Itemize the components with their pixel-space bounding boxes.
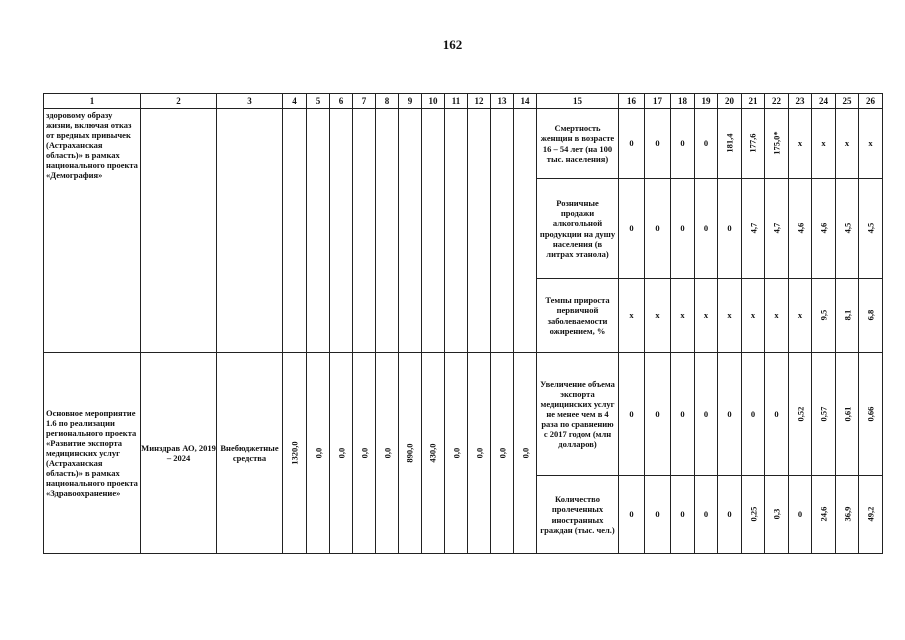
- indicator-value-cell: [718, 279, 742, 353]
- funding-source-cell: Внебюджетные средства: [217, 353, 283, 554]
- column-header-7: 7: [353, 94, 376, 109]
- indicator-value: 0: [629, 138, 634, 149]
- indicator-value: 0: [629, 223, 634, 234]
- indicator-value-cell: [619, 353, 645, 476]
- indicator-value: 0: [774, 408, 779, 419]
- indicator-value-cell: [671, 353, 695, 476]
- table-row: [44, 353, 883, 476]
- indicator-value: 0,25: [747, 507, 758, 522]
- indicator-value: 24,6: [818, 507, 829, 522]
- fin-cell: [376, 353, 399, 554]
- indicator-value-cell: [836, 476, 859, 554]
- indicator-value-cell: [836, 279, 859, 353]
- indicator-value: x: [821, 138, 826, 149]
- fin-cell: [353, 353, 376, 554]
- indicator-value-cell: [645, 109, 671, 179]
- indicator-value-cell: [789, 476, 812, 554]
- indicator-value-cell: [742, 179, 765, 279]
- fin-value: 0,0: [473, 447, 484, 459]
- indicator-value-cell: [859, 109, 883, 179]
- indicator-value-cell: [742, 353, 765, 476]
- indicator-value-cell: [718, 476, 742, 554]
- indicator-value-cell: [812, 109, 836, 179]
- indicator-value-cell: [671, 279, 695, 353]
- fin-cell: [468, 353, 491, 554]
- indicator-value-cell: [859, 179, 883, 279]
- indicator-value: 0: [797, 509, 803, 520]
- indicator-value: 181,4: [724, 133, 735, 154]
- indicator-value-cell: [765, 109, 789, 179]
- indicator-value: 0: [703, 408, 709, 419]
- column-header-13: 13: [491, 94, 514, 109]
- fin-value: 0,0: [496, 447, 507, 459]
- fin-cell: [422, 109, 445, 353]
- indicator-value: x: [797, 310, 803, 321]
- indicator-value-cell: [671, 109, 695, 179]
- indicator-value: 0,52: [794, 406, 805, 422]
- column-header-24: 24: [812, 94, 836, 109]
- indicator-value-cell: [789, 179, 812, 279]
- indicator-value: 0: [750, 408, 756, 419]
- indicator-value-cell: [859, 279, 883, 353]
- indicator-value: 4,6: [794, 223, 805, 234]
- column-header-6: 6: [330, 94, 353, 109]
- indicator-value-cell: [695, 179, 718, 279]
- indicator-value-cell: [645, 179, 671, 279]
- fin-cell: [491, 353, 514, 554]
- column-header-20: 20: [718, 94, 742, 109]
- indicator-value: 0: [680, 509, 685, 520]
- indicator-value: 0,3: [771, 509, 782, 520]
- table-row: [44, 109, 883, 179]
- indicator-name: Розничные продажи алкогольной продукции на душу населения (в литрах этанола): [537, 179, 619, 279]
- indicator-value: x: [629, 310, 634, 321]
- column-header-5: 5: [307, 94, 330, 109]
- fin-cell: [353, 109, 376, 353]
- indicator-value: x: [703, 310, 709, 321]
- indicator-value-cell: [645, 353, 671, 476]
- column-header-9: 9: [399, 94, 422, 109]
- executor-cell: [141, 109, 217, 353]
- indicator-value-cell: [695, 279, 718, 353]
- indicator-value: 4,7: [747, 223, 758, 234]
- fin-cell: [283, 109, 307, 353]
- indicator-value-cell: [718, 109, 742, 179]
- indicator-name: Смертность женщин в возрасте 16 – 54 лет (на 100 тыс. населения): [537, 109, 619, 179]
- indicator-value-cell: [671, 179, 695, 279]
- indicator-value-cell: [695, 353, 718, 476]
- fin-value: 0,0: [519, 447, 530, 459]
- indicator-value: 0: [727, 408, 732, 419]
- indicator-value: 0: [703, 138, 709, 149]
- column-header-4: 4: [283, 94, 307, 109]
- column-header-16: 16: [619, 94, 645, 109]
- indicator-value: 0: [655, 223, 660, 234]
- column-header-17: 17: [645, 94, 671, 109]
- indicator-value: x: [727, 310, 732, 321]
- indicator-value-cell: [742, 279, 765, 353]
- indicator-value-cell: [789, 353, 812, 476]
- indicator-value-cell: [695, 109, 718, 179]
- indicator-value-cell: [619, 109, 645, 179]
- indicator-value-cell: [619, 279, 645, 353]
- indicator-value: 0: [655, 509, 660, 520]
- indicator-value-cell: [718, 353, 742, 476]
- indicator-value: 9,5: [818, 310, 829, 321]
- indicator-value: 0: [680, 223, 685, 234]
- indicator-value: x: [868, 138, 873, 149]
- indicator-value-cell: [836, 109, 859, 179]
- column-header-21: 21: [742, 94, 765, 109]
- fin-value: 0,0: [450, 447, 461, 459]
- indicator-value-cell: [765, 353, 789, 476]
- column-header-10: 10: [422, 94, 445, 109]
- indicator-value: 0: [629, 408, 634, 419]
- indicator-value: 4,6: [818, 223, 829, 234]
- column-header-19: 19: [695, 94, 718, 109]
- fin-cell: [422, 353, 445, 554]
- indicator-value-cell: [645, 279, 671, 353]
- indicator-value: x: [680, 310, 685, 321]
- fin-value: 0,0: [335, 447, 346, 459]
- fin-cell: [514, 353, 537, 554]
- column-header-11: 11: [445, 94, 468, 109]
- fin-value: 0,0: [358, 447, 369, 459]
- fin-cell: [399, 109, 422, 353]
- indicator-value-cell: [812, 279, 836, 353]
- activity-cell: здоровому образу жизни, включая отказ от вредных привычек (Астраханская область)» в рамках национального проекта «Демография»: [44, 109, 141, 353]
- funding-source-cell: [217, 109, 283, 353]
- indicator-value-cell: [742, 476, 765, 554]
- fin-cell: [468, 109, 491, 353]
- activity-cell: Основное мероприятие 1.6 по реализации регионального проекта «Развитие экспорта медицинских услуг (Астраханская область)» в рамках национального проекта «Здравоохранение»: [44, 353, 141, 554]
- column-header-15: 15: [537, 94, 619, 109]
- indicator-value: 0: [703, 509, 709, 520]
- fin-cell: [445, 109, 468, 353]
- fin-value: 890,0: [404, 443, 415, 463]
- indicator-value-cell: [671, 476, 695, 554]
- indicator-value-cell: [836, 353, 859, 476]
- fin-value: 0,0: [312, 447, 323, 459]
- indicator-value-cell: [695, 476, 718, 554]
- indicator-value: 0,66: [865, 406, 876, 422]
- indicator-value-cell: [859, 476, 883, 554]
- indicator-value: x: [774, 310, 779, 321]
- indicator-value: 175,0*: [771, 131, 782, 156]
- indicator-value-cell: [619, 179, 645, 279]
- fin-value: 1320,0: [289, 441, 300, 465]
- indicator-value-cell: [645, 476, 671, 554]
- fin-cell: [376, 109, 399, 353]
- fin-cell: [491, 109, 514, 353]
- page-number: 162: [442, 37, 463, 52]
- indicator-value: 6,8: [865, 310, 876, 321]
- fin-cell: [307, 109, 330, 353]
- column-header-1: 1: [44, 94, 141, 109]
- indicator-value-cell: [765, 279, 789, 353]
- indicator-value: x: [750, 310, 756, 321]
- indicator-value: 0: [680, 138, 685, 149]
- indicator-value-cell: [765, 179, 789, 279]
- column-header-12: 12: [468, 94, 491, 109]
- indicator-value-cell: [812, 179, 836, 279]
- fin-value: 0,0: [381, 447, 392, 459]
- column-header-18: 18: [671, 94, 695, 109]
- indicator-value: 49,2: [865, 507, 876, 522]
- indicator-name: Количество пролеченных иностранных граждан (тыс. чел.): [537, 476, 619, 554]
- column-header-2: 2: [141, 94, 217, 109]
- indicator-value: 36,9: [841, 507, 852, 522]
- indicator-value: 0: [727, 509, 732, 520]
- fin-cell: [514, 109, 537, 353]
- indicator-value-cell: [742, 109, 765, 179]
- indicator-value-cell: [836, 179, 859, 279]
- indicator-name: Темпы прироста первичной заболеваемости ожирением, %: [537, 279, 619, 353]
- indicator-value: 0: [655, 138, 660, 149]
- column-header-22: 22: [765, 94, 789, 109]
- column-header-14: 14: [514, 94, 537, 109]
- indicator-value-cell: [859, 353, 883, 476]
- fin-cell: [399, 353, 422, 554]
- fin-cell: [330, 353, 353, 554]
- indicator-value: 0: [727, 223, 732, 234]
- indicator-value: 0: [629, 509, 634, 520]
- indicator-value-cell: [789, 109, 812, 179]
- indicator-value: x: [655, 310, 660, 321]
- indicator-value: 0: [703, 223, 709, 234]
- indicator-value: 0,57: [818, 406, 829, 422]
- indicator-value: 4,7: [771, 223, 782, 234]
- indicator-value: 4,5: [865, 223, 876, 234]
- indicator-value: 4,5: [841, 223, 852, 234]
- fin-cell: [283, 353, 307, 554]
- indicator-value-cell: [812, 353, 836, 476]
- document-table: [43, 93, 883, 554]
- indicator-value: 8,1: [841, 310, 852, 321]
- indicator-value: 0: [655, 408, 660, 419]
- indicator-value: 177,6: [747, 133, 758, 154]
- fin-cell: [445, 353, 468, 554]
- indicator-name: Увеличение объема экспорта медицинских услуг не менее чем в 4 раза по сравнению с 2017 годом (млн долларов): [537, 353, 619, 476]
- indicator-value: x: [797, 138, 803, 149]
- column-header-26: 26: [859, 94, 883, 109]
- header-row: [44, 94, 883, 109]
- column-header-3: 3: [217, 94, 283, 109]
- indicator-value: 0: [680, 408, 685, 419]
- column-header-8: 8: [376, 94, 399, 109]
- indicator-value-cell: [812, 476, 836, 554]
- column-header-23: 23: [789, 94, 812, 109]
- indicator-value-cell: [789, 279, 812, 353]
- fin-cell: [307, 353, 330, 554]
- fin-value: 430,0: [427, 443, 438, 463]
- column-header-25: 25: [836, 94, 859, 109]
- indicator-value: x: [844, 138, 850, 149]
- executor-cell: Минздрав АО, 2019 – 2024: [141, 353, 217, 554]
- indicator-value-cell: [619, 476, 645, 554]
- indicator-value-cell: [718, 179, 742, 279]
- fin-cell: [330, 109, 353, 353]
- indicator-value-cell: [765, 476, 789, 554]
- indicator-value: 0,61: [841, 406, 852, 422]
